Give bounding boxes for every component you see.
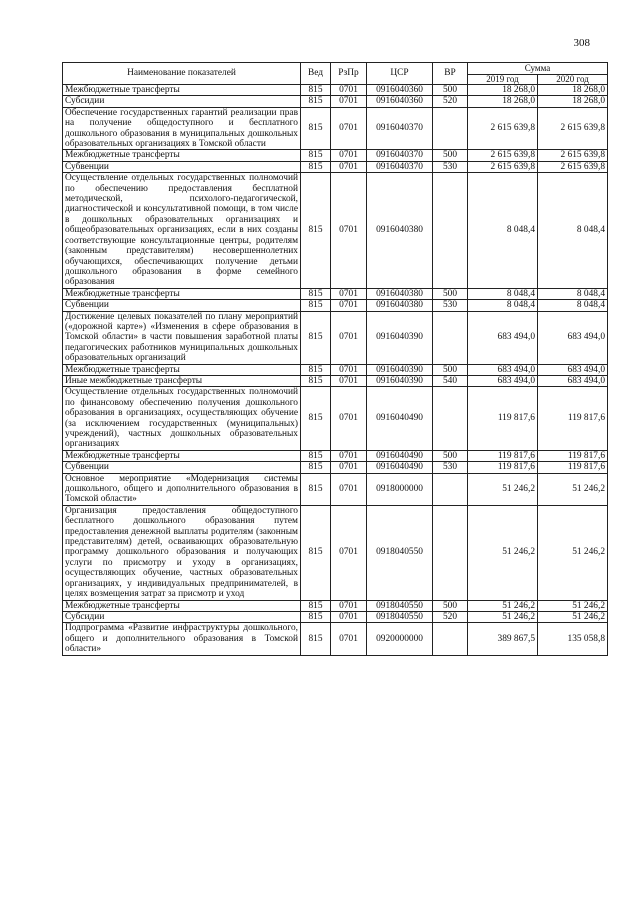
cell-sum-2020: 119 817,6	[538, 387, 608, 450]
cell-ved: 815	[301, 450, 331, 461]
cell-vr	[433, 387, 468, 450]
cell-rzpr: 0701	[331, 364, 367, 375]
cell-csr: 0916040490	[367, 462, 433, 473]
cell-vr	[433, 505, 468, 600]
cell-ved: 815	[301, 85, 331, 96]
cell-sum-2019: 51 246,2	[468, 611, 538, 622]
header-csr: ЦСР	[367, 63, 433, 85]
cell-sum-2020: 18 268,0	[538, 96, 608, 107]
cell-ved: 815	[301, 150, 331, 161]
cell-ved: 815	[301, 623, 331, 655]
cell-csr: 0918040550	[367, 505, 433, 600]
table-body	[63, 85, 608, 656]
cell-csr: 0916040490	[367, 387, 433, 450]
cell-csr: 0918040550	[367, 600, 433, 611]
cell-ved: 815	[301, 611, 331, 622]
cell-sum-2019: 683 494,0	[468, 375, 538, 386]
cell-sum-2019: 51 246,2	[468, 600, 538, 611]
cell-sum-2020: 119 817,6	[538, 450, 608, 461]
cell-name: Осуществление отдельных государственных полномочий по финансовому обеспечению получения дошкольного образования в организациях, осуществляющих обучение (за исключением государственных (муниципальных) учреждений), частных дошкольных образовательных организациях	[63, 387, 301, 450]
cell-name: Межбюджетные трансферты	[63, 450, 301, 461]
cell-name: Достижение целевых показателей по плану мероприятий («дорожной карте») «Изменения в сфере образования в Томской области» в части повышения заработной платы педагогических работников муниципальных дошкольных образовательных организаций	[63, 311, 301, 364]
cell-ved: 815	[301, 375, 331, 386]
cell-vr: 530	[433, 300, 468, 311]
cell-sum-2019: 119 817,6	[468, 462, 538, 473]
cell-sum-2020: 2 615 639,8	[538, 150, 608, 161]
cell-name: Организация предоставления общедоступного бесплатного дошкольного образования путем предоставления денежной выплаты родителям (законным представителям) детей, осваивающих образовательную программу дошкольного образования и получающих услуги по присмотру и уходу в организациях, осуществляющих обучение, частных образовательных организациях, у индивидуальных предпринимателей, в целях возмещения затрат за присмотр и уход	[63, 505, 301, 600]
table-row	[63, 623, 608, 655]
cell-sum-2019: 51 246,2	[468, 473, 538, 505]
cell-ved: 815	[301, 387, 331, 450]
table-row	[63, 288, 608, 299]
cell-sum-2020: 51 246,2	[538, 600, 608, 611]
header-year-2020: 2020 год	[538, 75, 608, 85]
cell-sum-2020: 51 246,2	[538, 611, 608, 622]
cell-name: Иные межбюджетные трансферты	[63, 375, 301, 386]
cell-sum-2019: 119 817,6	[468, 450, 538, 461]
cell-sum-2019: 119 817,6	[468, 387, 538, 450]
cell-ved: 815	[301, 173, 331, 288]
cell-rzpr: 0701	[331, 107, 367, 150]
cell-name: Межбюджетные трансферты	[63, 364, 301, 375]
cell-csr: 0916040360	[367, 85, 433, 96]
cell-ved: 815	[301, 96, 331, 107]
cell-ved: 815	[301, 600, 331, 611]
table-row	[63, 161, 608, 172]
cell-vr: 530	[433, 161, 468, 172]
cell-name: Субсидии	[63, 611, 301, 622]
cell-ved: 815	[301, 462, 331, 473]
cell-name: Субсидии	[63, 96, 301, 107]
cell-rzpr: 0701	[331, 450, 367, 461]
cell-vr: 500	[433, 150, 468, 161]
cell-vr	[433, 173, 468, 288]
cell-sum-2020: 135 058,8	[538, 623, 608, 655]
cell-csr: 0918040550	[367, 611, 433, 622]
cell-sum-2020: 2 615 639,8	[538, 107, 608, 150]
cell-csr: 0916040380	[367, 300, 433, 311]
cell-rzpr: 0701	[331, 375, 367, 386]
header-name: Наименование показателей	[63, 63, 301, 85]
cell-name: Основное мероприятие «Модернизация системы дошкольного, общего и дополнительного образования в Томской области»	[63, 473, 301, 505]
cell-vr	[433, 107, 468, 150]
cell-ved: 815	[301, 300, 331, 311]
cell-csr: 0916040390	[367, 311, 433, 364]
table-row	[63, 364, 608, 375]
budget-table	[62, 62, 608, 656]
cell-vr: 500	[433, 364, 468, 375]
cell-rzpr: 0701	[331, 600, 367, 611]
table-row	[63, 473, 608, 505]
cell-sum-2020: 683 494,0	[538, 364, 608, 375]
cell-sum-2020: 51 246,2	[538, 505, 608, 600]
cell-name: Субвенции	[63, 462, 301, 473]
cell-name: Субвенции	[63, 161, 301, 172]
header-sum: Сумма	[468, 63, 608, 75]
cell-sum-2020: 8 048,4	[538, 300, 608, 311]
cell-name: Межбюджетные трансферты	[63, 600, 301, 611]
cell-name: Обеспечение государственных гарантий реализации прав на получение общедоступного и бесплатного дошкольного образования в муниципальных дошкольных образовательных организациях в Томской области	[63, 107, 301, 150]
cell-sum-2020: 51 246,2	[538, 473, 608, 505]
table-row	[63, 311, 608, 364]
cell-vr: 500	[433, 85, 468, 96]
table-row	[63, 150, 608, 161]
cell-rzpr: 0701	[331, 173, 367, 288]
cell-rzpr: 0701	[331, 161, 367, 172]
cell-sum-2020: 683 494,0	[538, 311, 608, 364]
cell-sum-2019: 18 268,0	[468, 96, 538, 107]
table-row	[63, 375, 608, 386]
cell-sum-2019: 18 268,0	[468, 85, 538, 96]
table-row	[63, 450, 608, 461]
cell-ved: 815	[301, 505, 331, 600]
cell-sum-2019: 8 048,4	[468, 173, 538, 288]
cell-csr: 0920000000	[367, 623, 433, 655]
cell-vr: 530	[433, 462, 468, 473]
cell-name: Субвенции	[63, 300, 301, 311]
cell-vr: 520	[433, 611, 468, 622]
cell-csr: 0916040390	[367, 375, 433, 386]
table-row	[63, 173, 608, 288]
cell-vr	[433, 623, 468, 655]
table-header-row	[63, 63, 608, 75]
table-row	[63, 505, 608, 600]
cell-sum-2019: 51 246,2	[468, 505, 538, 600]
cell-sum-2019: 8 048,4	[468, 300, 538, 311]
cell-sum-2019: 683 494,0	[468, 311, 538, 364]
table-row	[63, 600, 608, 611]
cell-rzpr: 0701	[331, 462, 367, 473]
cell-csr: 0916040370	[367, 150, 433, 161]
cell-rzpr: 0701	[331, 150, 367, 161]
cell-csr: 0916040380	[367, 288, 433, 299]
cell-ved: 815	[301, 288, 331, 299]
cell-ved: 815	[301, 107, 331, 150]
header-ved: Вед	[301, 63, 331, 85]
page-number: 308	[573, 37, 590, 49]
cell-ved: 815	[301, 364, 331, 375]
cell-rzpr: 0701	[331, 85, 367, 96]
header-year-2019: 2019 год	[468, 75, 538, 85]
cell-csr: 0916040370	[367, 161, 433, 172]
cell-rzpr: 0701	[331, 387, 367, 450]
cell-rzpr: 0701	[331, 473, 367, 505]
cell-name: Межбюджетные трансферты	[63, 150, 301, 161]
cell-sum-2020: 8 048,4	[538, 288, 608, 299]
cell-sum-2019: 2 615 639,8	[468, 150, 538, 161]
cell-ved: 815	[301, 311, 331, 364]
cell-name: Межбюджетные трансферты	[63, 288, 301, 299]
cell-rzpr: 0701	[331, 311, 367, 364]
cell-rzpr: 0701	[331, 623, 367, 655]
cell-csr: 0916040370	[367, 107, 433, 150]
cell-sum-2019: 2 615 639,8	[468, 161, 538, 172]
cell-vr: 500	[433, 600, 468, 611]
cell-rzpr: 0701	[331, 611, 367, 622]
cell-ved: 815	[301, 473, 331, 505]
cell-ved: 815	[301, 161, 331, 172]
cell-csr: 0916040390	[367, 364, 433, 375]
cell-rzpr: 0701	[331, 300, 367, 311]
cell-name: Осуществление отдельных государственных полномочий по обеспечению предоставления бесплатной методической, психолого-педагогической, диагностической и консультативной помощи, в том числе в дошкольных образовательных организациях и общеобразовательных организациях, если в них созданы соответствующие консультационные центры, родителям (законным представителям) несовершеннолетних обучающихся, обеспечивающих получение детьми дошкольного образования в форме семейного образования	[63, 173, 301, 288]
cell-sum-2020: 2 615 639,8	[538, 161, 608, 172]
cell-csr: 0918000000	[367, 473, 433, 505]
cell-rzpr: 0701	[331, 96, 367, 107]
table-row	[63, 611, 608, 622]
table-row	[63, 96, 608, 107]
table-row	[63, 85, 608, 96]
cell-vr	[433, 473, 468, 505]
cell-vr: 540	[433, 375, 468, 386]
cell-vr: 500	[433, 288, 468, 299]
cell-rzpr: 0701	[331, 505, 367, 600]
table-row	[63, 387, 608, 450]
cell-vr: 500	[433, 450, 468, 461]
cell-csr: 0916040380	[367, 173, 433, 288]
cell-csr: 0916040490	[367, 450, 433, 461]
header-vr: ВР	[433, 63, 468, 85]
cell-name: Подпрограмма «Развитие инфраструктуры дошкольного, общего и дополнительного образования в Томской области»	[63, 623, 301, 655]
cell-vr	[433, 311, 468, 364]
cell-csr: 0916040360	[367, 96, 433, 107]
cell-rzpr: 0701	[331, 288, 367, 299]
cell-sum-2019: 389 867,5	[468, 623, 538, 655]
cell-sum-2019: 683 494,0	[468, 364, 538, 375]
header-rzpr: РзПр	[331, 63, 367, 85]
table-row	[63, 462, 608, 473]
table-row	[63, 107, 608, 150]
cell-sum-2019: 2 615 639,8	[468, 107, 538, 150]
table-row	[63, 300, 608, 311]
cell-sum-2020: 683 494,0	[538, 375, 608, 386]
cell-sum-2020: 119 817,6	[538, 462, 608, 473]
cell-name: Межбюджетные трансферты	[63, 85, 301, 96]
cell-vr: 520	[433, 96, 468, 107]
cell-sum-2019: 8 048,4	[468, 288, 538, 299]
cell-sum-2020: 18 268,0	[538, 85, 608, 96]
cell-sum-2020: 8 048,4	[538, 173, 608, 288]
